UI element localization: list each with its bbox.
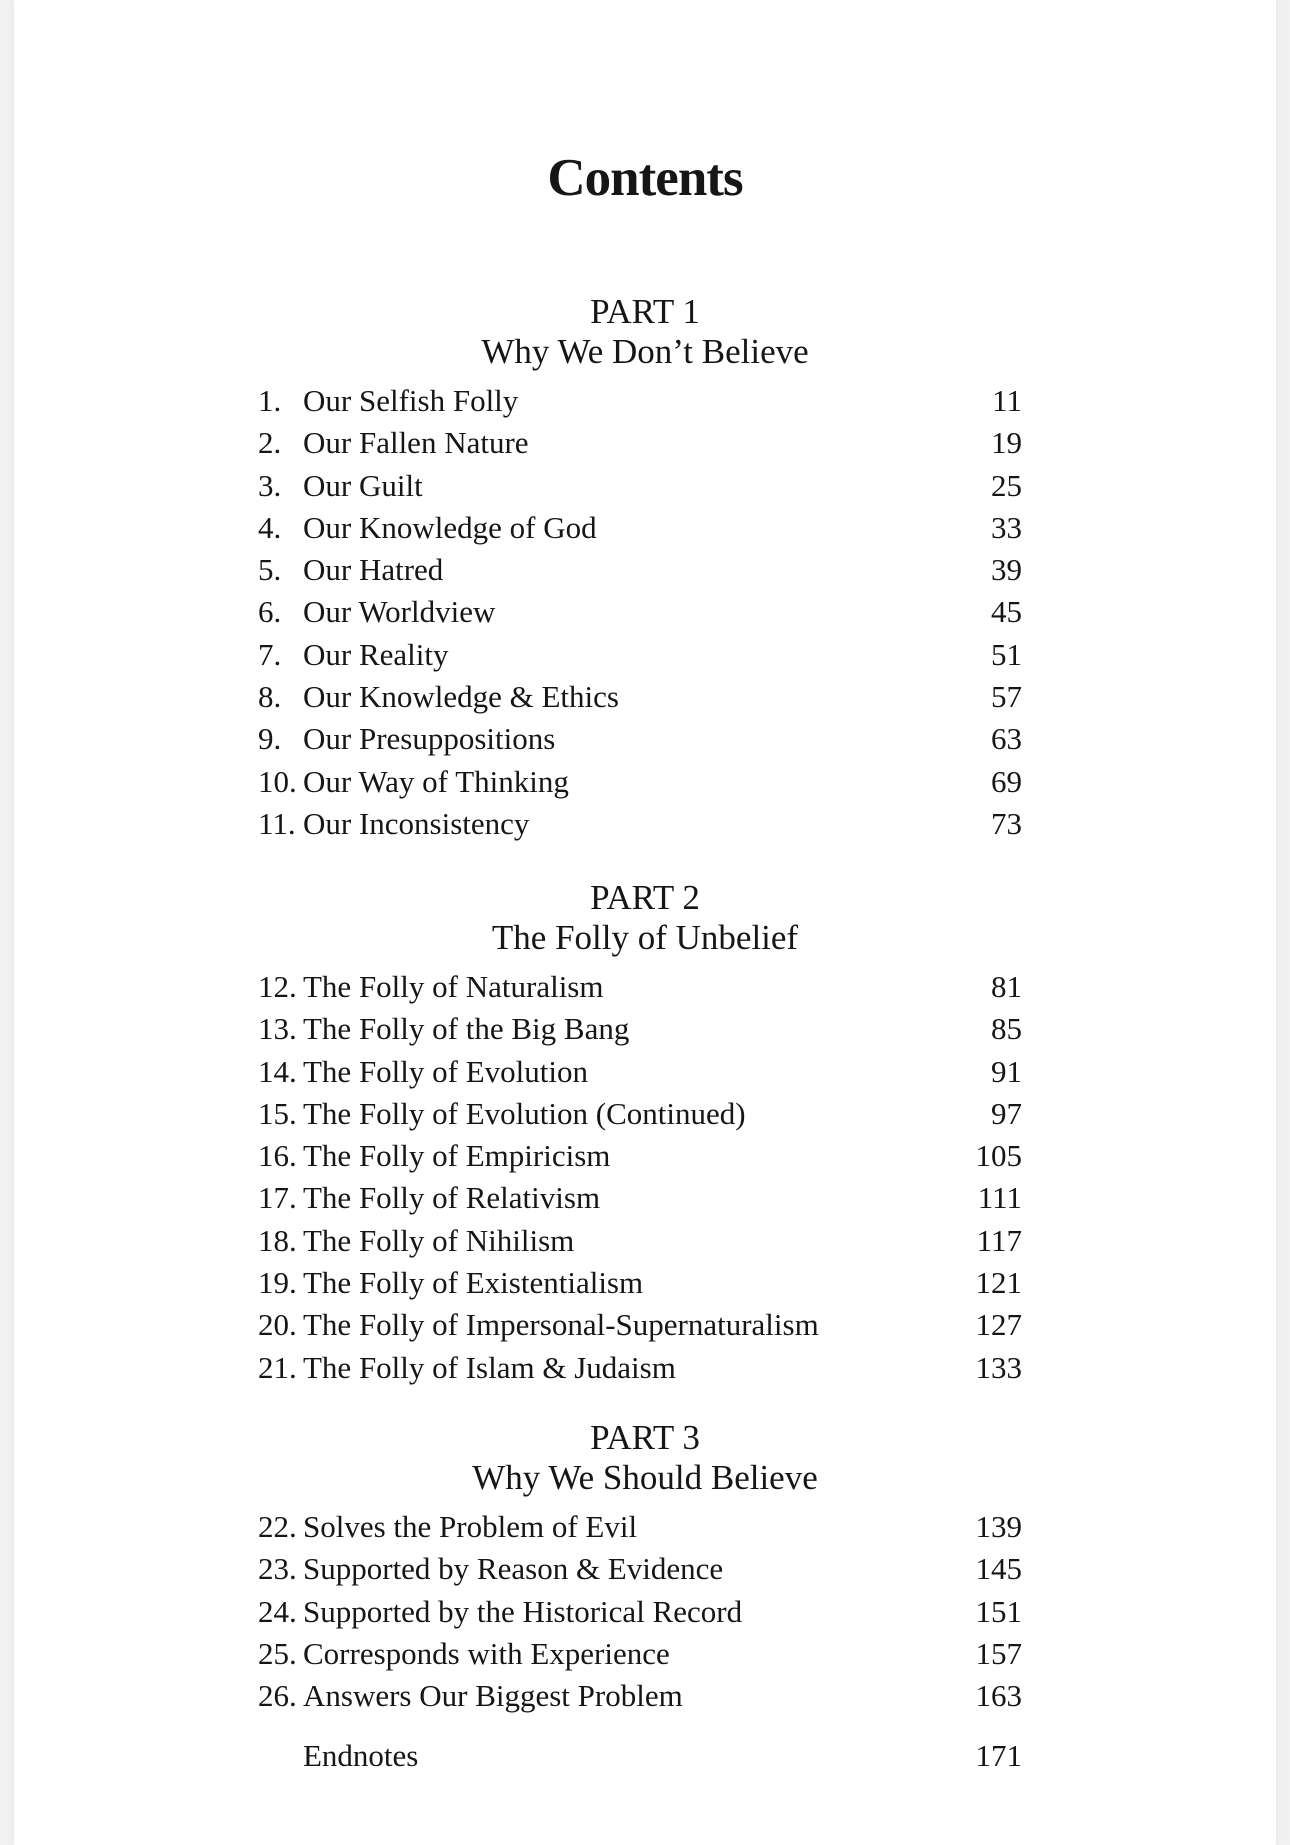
chapter-title: Our Hatred <box>303 552 444 588</box>
chapter-title: The Folly of Evolution <box>303 1053 589 1089</box>
toc-entry <box>14 1506 1276 1548</box>
part-title: Why We Don’t Believe <box>481 332 809 371</box>
page-number: 117 <box>976 1222 1022 1258</box>
page-number: 81 <box>991 969 1022 1004</box>
page-number: 11 <box>992 383 1022 418</box>
chapter-number: 6. <box>258 594 282 630</box>
toc-entry <box>14 1220 1276 1262</box>
chapter-number: 17. <box>258 1180 297 1216</box>
book-page <box>14 0 1276 1845</box>
chapter-number: 23. <box>258 1551 297 1587</box>
chapter-title: Supported by the Historical Record <box>303 1593 743 1629</box>
chapter-title: Our Inconsistency <box>303 805 530 841</box>
chapter-number: 3. <box>258 467 282 503</box>
endnotes-title: Endnotes <box>303 1738 419 1773</box>
chapter-title: Our Presuppositions <box>303 721 556 757</box>
page-number: 51 <box>991 636 1022 672</box>
chapter-number: 13. <box>258 1011 297 1047</box>
page-number: 157 <box>975 1635 1022 1671</box>
toc-entry <box>14 1304 1276 1346</box>
chapter-number: 20. <box>258 1307 297 1343</box>
page-number: 127 <box>975 1307 1022 1343</box>
chapter-number: 21. <box>258 1349 297 1385</box>
page-number: 111 <box>977 1180 1022 1216</box>
chapter-number: 26. <box>258 1678 297 1714</box>
chapter-number: 5. <box>258 552 282 588</box>
part-3-entries <box>14 1506 1276 1717</box>
chapter-title: The Folly of Naturalism <box>303 969 604 1004</box>
chapter-title: Our Knowledge of God <box>303 509 597 545</box>
page-number: 121 <box>975 1265 1022 1301</box>
page-number: 151 <box>975 1593 1022 1629</box>
toc-entry <box>14 591 1276 633</box>
page-number: 45 <box>991 594 1022 630</box>
chapter-title: The Folly of Islam & Judaism <box>303 1349 676 1385</box>
toc-entry <box>14 1591 1276 1633</box>
toc-entry <box>14 422 1276 464</box>
toc-entry <box>14 1262 1276 1304</box>
chapter-number: 7. <box>258 636 282 672</box>
chapter-title: The Folly of Impersonal-Supernaturalism <box>303 1307 819 1343</box>
chapter-number: 18. <box>258 1222 297 1258</box>
toc-entry <box>14 718 1276 760</box>
chapter-title: Supported by Reason & Evidence <box>303 1551 724 1587</box>
page-number: 133 <box>975 1349 1022 1385</box>
chapter-title: The Folly of Relativism <box>303 1180 601 1216</box>
endnotes-entry <box>14 1735 1276 1777</box>
part-title: Why We Should Believe <box>472 1458 818 1497</box>
chapter-title: The Folly of Existentialism <box>303 1265 644 1301</box>
chapter-title: The Folly of the Big Bang <box>303 1011 630 1047</box>
page-number: 63 <box>991 721 1022 757</box>
page-number: 91 <box>991 1053 1022 1089</box>
page-number: 105 <box>975 1138 1022 1174</box>
toc-entry <box>14 1675 1276 1717</box>
chapter-number: 12. <box>258 969 297 1004</box>
toc-entry <box>14 803 1276 845</box>
part-2-entries <box>14 966 1276 1389</box>
toc-entry <box>14 966 1276 1008</box>
page-number: 39 <box>991 552 1022 588</box>
chapter-title: Our Selfish Folly <box>303 383 519 418</box>
toc-entry <box>14 1633 1276 1675</box>
page-title: Contents <box>547 149 743 207</box>
chapter-title: The Folly of Empiricism <box>303 1138 611 1174</box>
toc-entry <box>14 634 1276 676</box>
toc-entry <box>14 1051 1276 1093</box>
toc-entry <box>14 507 1276 549</box>
page-number: 73 <box>991 805 1022 841</box>
toc-entry <box>14 465 1276 507</box>
chapter-number: 25. <box>258 1635 297 1671</box>
chapter-number: 22. <box>258 1509 297 1544</box>
chapter-number: 1. <box>258 383 282 418</box>
toc-entry <box>14 1548 1276 1590</box>
toc-entry <box>14 761 1276 803</box>
chapter-number: 8. <box>258 679 282 715</box>
chapter-number: 4. <box>258 509 282 545</box>
toc-entry <box>14 1008 1276 1050</box>
chapter-number: 24. <box>258 1593 297 1629</box>
chapter-title: Our Reality <box>303 636 449 672</box>
endnotes-page-number: 171 <box>975 1738 1022 1773</box>
toc-entry <box>14 676 1276 718</box>
chapter-number: 2. <box>258 425 282 461</box>
page-number: 85 <box>991 1011 1022 1047</box>
toc-entry <box>14 1135 1276 1177</box>
chapter-number: 16. <box>258 1138 297 1174</box>
part-label: PART 1 <box>590 292 700 331</box>
page-number: 139 <box>975 1509 1022 1544</box>
chapter-title: Our Worldview <box>303 594 496 630</box>
chapter-title: Answers Our Biggest Problem <box>303 1678 683 1714</box>
toc-entry <box>14 380 1276 422</box>
toc-entry <box>14 1347 1276 1389</box>
page-number: 97 <box>991 1095 1022 1131</box>
chapter-number: 10. <box>258 763 297 799</box>
toc-entry <box>14 1093 1276 1135</box>
chapter-number: 19. <box>258 1265 297 1301</box>
toc-entry <box>14 1177 1276 1219</box>
chapter-title: The Folly of Evolution (Continued) <box>303 1095 746 1131</box>
part-title: The Folly of Unbelief <box>491 918 799 957</box>
chapter-title: Our Guilt <box>303 467 423 503</box>
page-number: 145 <box>975 1551 1022 1587</box>
page-number: 69 <box>991 763 1022 799</box>
chapter-title: Our Knowledge & Ethics <box>303 679 619 715</box>
chapter-title: Corresponds with Experience <box>303 1635 670 1671</box>
page-number: 33 <box>991 509 1022 545</box>
part-label: PART 3 <box>590 1418 700 1457</box>
page-number: 57 <box>991 679 1022 715</box>
chapter-title: Solves the Problem of Evil <box>303 1509 638 1544</box>
page-number: 19 <box>991 425 1022 461</box>
chapter-number: 11. <box>258 805 296 841</box>
chapter-title: The Folly of Nihilism <box>303 1222 575 1258</box>
toc-entry <box>14 549 1276 591</box>
part-1-entries <box>14 380 1276 845</box>
chapter-title: Our Way of Thinking <box>303 763 569 799</box>
chapter-number: 9. <box>258 721 282 757</box>
page-number: 163 <box>975 1678 1022 1714</box>
page-number: 25 <box>991 467 1022 503</box>
chapter-number: 14. <box>258 1053 297 1089</box>
chapter-title: Our Fallen Nature <box>303 425 529 461</box>
part-label: PART 2 <box>590 878 700 917</box>
chapter-number: 15. <box>258 1095 297 1131</box>
